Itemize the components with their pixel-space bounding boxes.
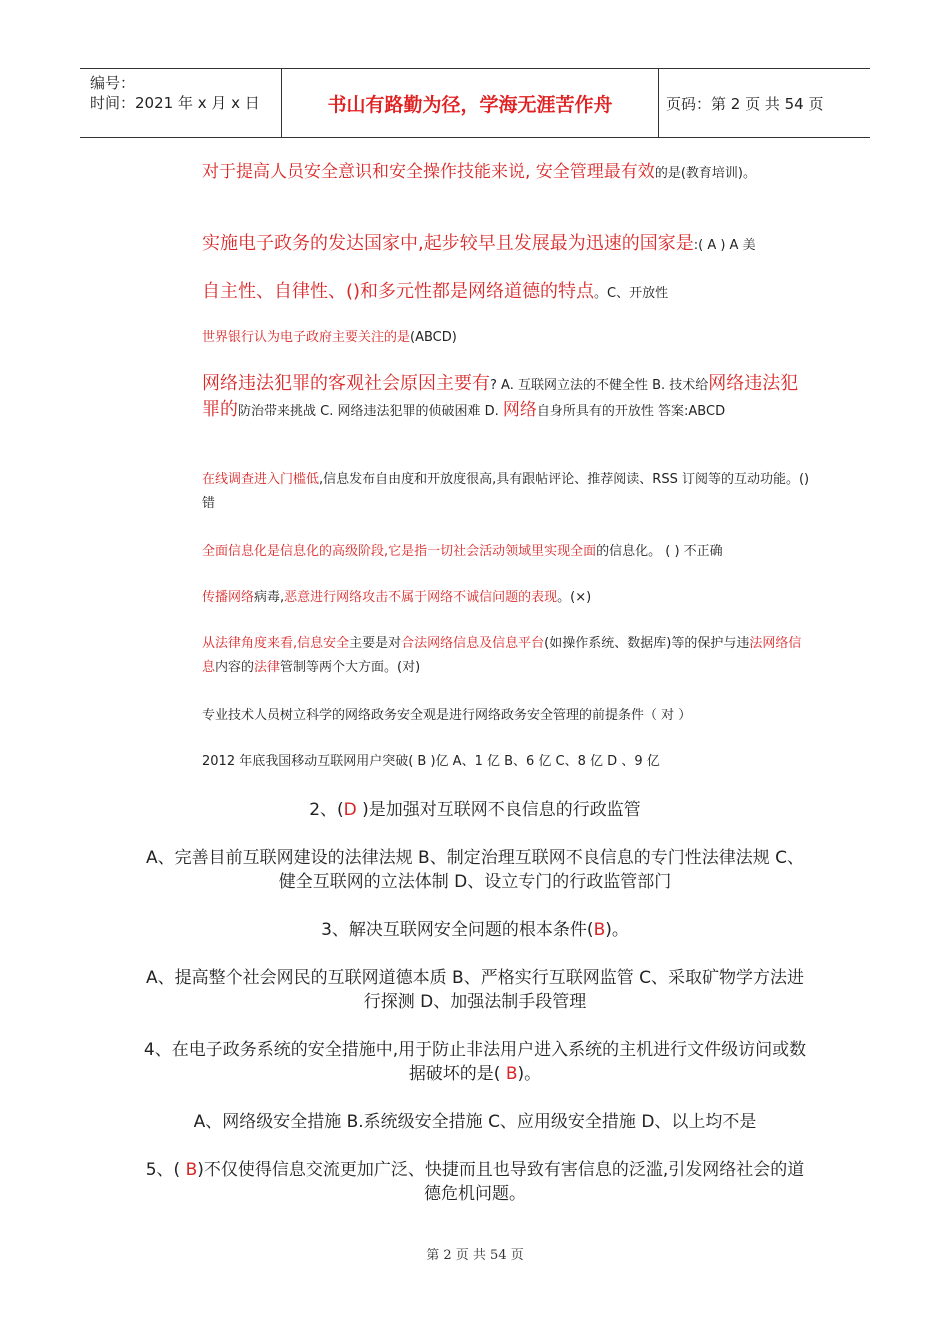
q8-part-b: 病毒,	[254, 590, 285, 605]
question-7	[202, 540, 810, 564]
q8-part-a: 传播网络	[202, 590, 255, 605]
q5-part-f: 自身所具有的开放性 答案:ABCD	[536, 404, 726, 419]
q3-red: 自主性、自律性、()和多元性都是网络道德的特点	[202, 281, 595, 302]
cq5-answer: B	[185, 1160, 198, 1180]
question-9	[202, 632, 810, 680]
q5-part-c: 网络违法犯罪的	[202, 373, 799, 420]
centered-q4-options: A、网络级安全措施 B.系统级安全措施 C、应用级安全措施 D、以上均不是	[193, 1112, 757, 1132]
q1-rest: 的是(教育培训)。	[654, 166, 756, 181]
q7-red: 全面信息化是信息化的高级阶段,它是指一切社会活动领域里实现全面	[202, 544, 597, 559]
q8-part-c: 恶意进行网络攻击不属于网络不诚信问题的表现	[284, 590, 558, 605]
cq5-pre: 5、(	[145, 1160, 186, 1180]
header-page-info: 页码：第 2 页 共 54 页	[666, 94, 824, 113]
q5-part-b: ? A. 互联网立法的不健全性 B. 技术给	[490, 378, 709, 393]
q5-part-d: 防治带来挑战 C. 网络违法犯罪的侦破困难 D.	[238, 404, 503, 419]
question-3	[202, 280, 810, 306]
q9-part-b: 主要是对	[349, 636, 402, 651]
question-11	[202, 750, 810, 774]
question-4	[202, 326, 810, 350]
q9-part-e: 法网络信息	[202, 636, 802, 675]
header-meta	[80, 69, 282, 137]
q6-rest: ,信息发布自由度和开放度很高,具有跟帖评论、推荐阅读、RSS 订阅等的互动功能。() 错	[202, 472, 810, 511]
centered-q3	[140, 918, 810, 942]
q3-rest: 。C、开放性	[594, 286, 669, 301]
header-motto: 书山有路勤为径，学海无涯苦作舟	[282, 69, 659, 137]
q8-part-d: 。(×)	[557, 590, 592, 605]
serial-number: 编号：	[90, 74, 136, 92]
question-2	[202, 232, 810, 258]
cq4-post: )。	[517, 1064, 542, 1084]
question-8	[202, 586, 810, 610]
q1-red: 对于提高人员安全意识和安全操作技能来说, 安全管理最有效	[202, 162, 655, 182]
cq4-pre: 4、在电子政务系统的安全措施中,用于防止非法用户进入系统的主机进行文件级访问或数据破坏的是(	[143, 1040, 807, 1084]
question-5	[202, 372, 810, 424]
page-footer: 第 2 页 共 54 页	[426, 1248, 524, 1263]
q4-red: 世界银行认为电子政府主要关注的是	[202, 330, 411, 345]
question-6	[202, 468, 810, 516]
q2-rest: :( A ) A 美	[693, 238, 756, 253]
q9-part-c: 合法网络信息及信息平台	[401, 636, 545, 651]
cq3-post: )。	[605, 920, 629, 940]
cq5-post: )不仅使得信息交流更加广泛、快捷而且也导致有害信息的泛滥,引发网络社会的道德危机问题。	[197, 1160, 805, 1204]
q5-part-e: 网络	[502, 400, 537, 420]
page-header	[80, 68, 870, 138]
q9-part-g: 法律	[254, 660, 281, 675]
question-10	[202, 704, 810, 728]
centered-q5	[140, 1158, 810, 1206]
q6-red: 在线调查进入门槛低	[202, 472, 320, 487]
centered-q3-options: A、提高整个社会网民的互联网道德本质 B、严格实行互联网监管 C、采取矿物学方法进行探测 D、加强法制手段管理	[146, 968, 804, 1012]
q9-part-h: 管制等两个大方面。(对)	[280, 660, 421, 675]
centered-q4	[140, 1038, 810, 1086]
cq3-pre: 3、解决互联网安全问题的根本条件(	[321, 920, 594, 940]
q9-part-f: 内容的	[215, 660, 255, 675]
cq4-answer: B	[505, 1064, 518, 1084]
cq2-post: )是加强对互联网不良信息的行政监管	[356, 800, 641, 820]
q5-part-a: 网络违法犯罪的客观社会原因主要有	[202, 373, 490, 394]
q9-part-a: 从法律角度来看,信息安全	[202, 636, 350, 651]
centered-q2-options: A、完善目前互联网建设的法律法规 B、制定治理互联网不良信息的专门性法律法规 C、健全互联网的立法体制 D、设立专门的行政监管部门	[146, 848, 804, 892]
header-time: 时间：2021 年 x 月 x 日	[90, 94, 260, 112]
q11-text: 2012 年底我国移动互联网用户突破( B )亿 A、1 亿 B、6 亿 C、8 亿 D 、9 亿	[202, 754, 660, 769]
question-1	[202, 160, 810, 186]
q4-rest: (ABCD)	[410, 330, 457, 345]
q2-red: 实施电子政务的发达国家中,起步较早且发展最为迅速的国家是	[202, 233, 694, 254]
q7-rest: 的信息化。 ( ) 不正确	[596, 544, 723, 559]
q10-text: 专业技术人员树立科学的网络政务安全观是进行网络政务安全管理的前提条件（ 对 ）	[202, 708, 692, 723]
cq2-pre: 2、(	[309, 800, 344, 820]
cq2-answer: D	[343, 800, 357, 820]
centered-q2	[140, 798, 810, 822]
q9-part-d: (如操作系统、数据库)等的保护与违	[544, 636, 750, 651]
cq3-answer: B	[593, 920, 606, 940]
